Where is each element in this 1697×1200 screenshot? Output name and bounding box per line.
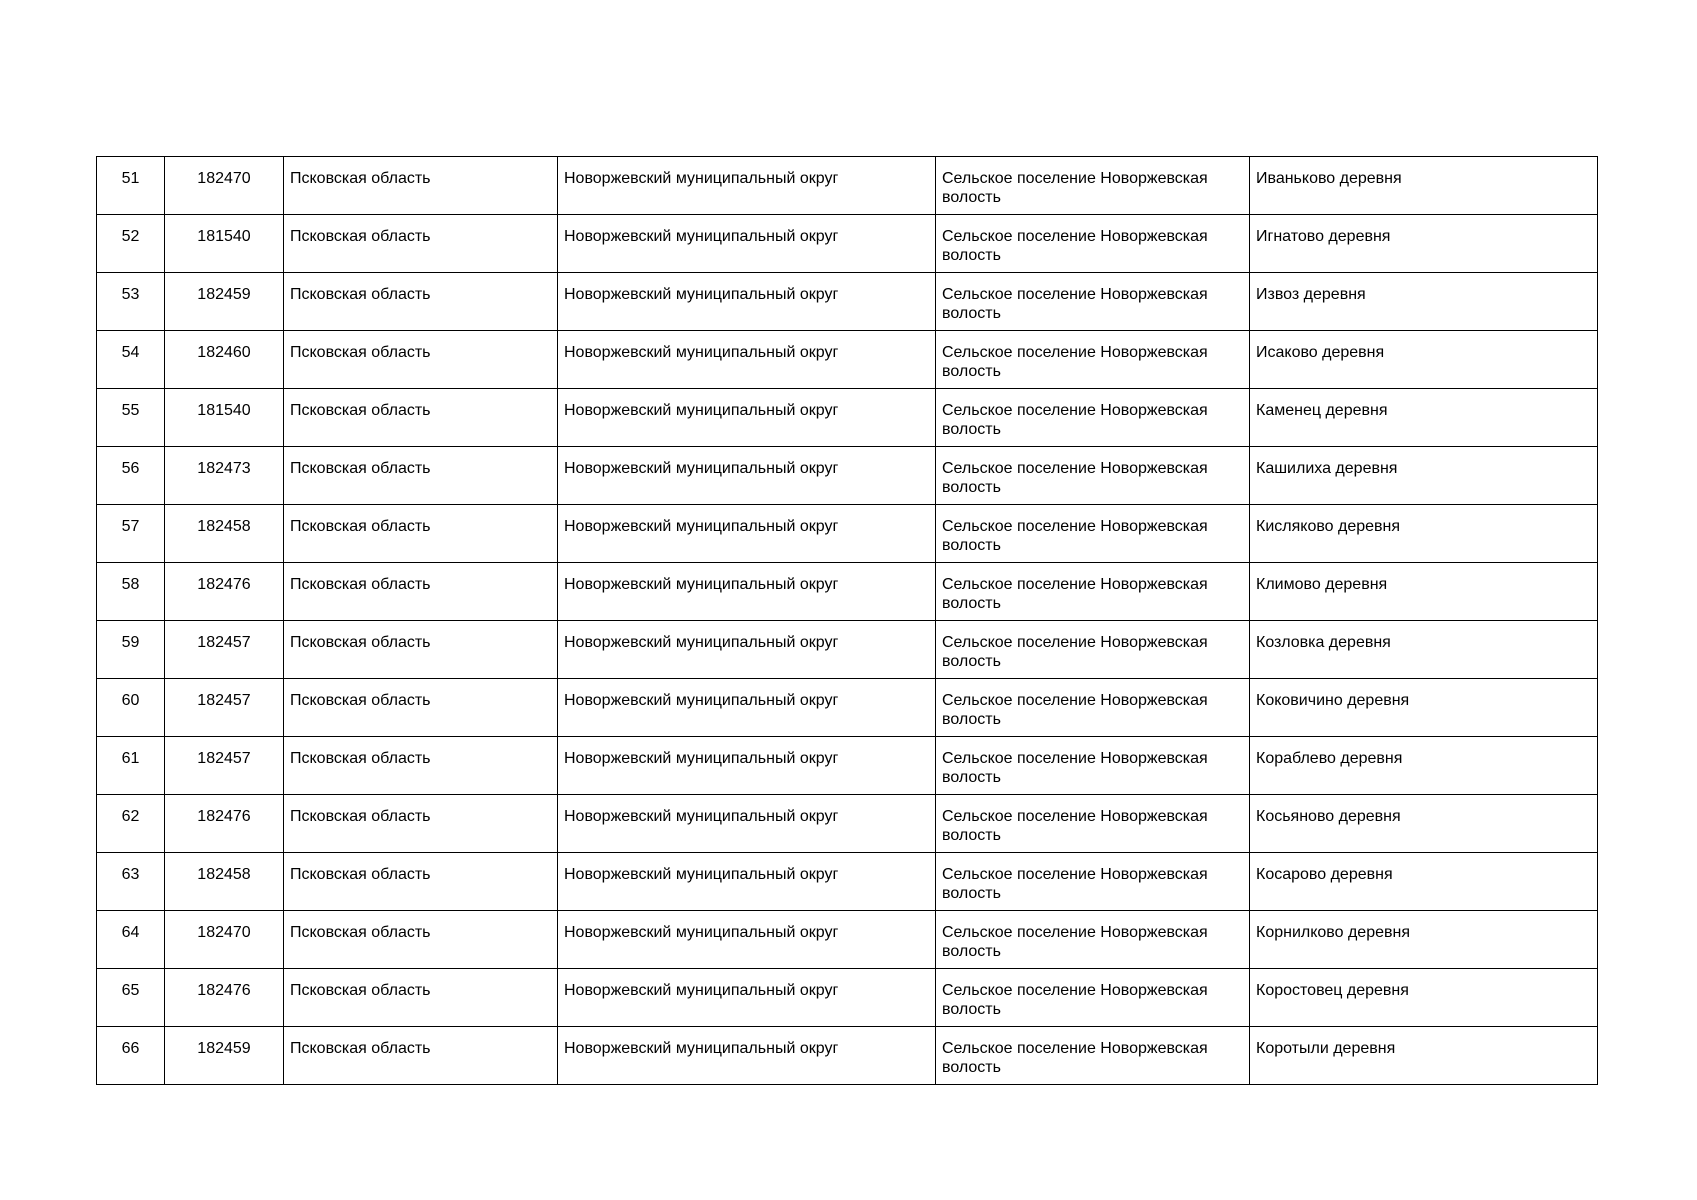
row-number: 66 (97, 1027, 165, 1085)
table-row (97, 621, 1598, 679)
row-number: 54 (97, 331, 165, 389)
postal-code: 182470 (165, 911, 284, 969)
region-cell: Псковская область (284, 911, 558, 969)
table-row (97, 737, 1598, 795)
row-number: 56 (97, 447, 165, 505)
settlement-cell: Сельское поселение Новоржевская волость (936, 679, 1250, 737)
table-row (97, 331, 1598, 389)
settlement-cell: Сельское поселение Новоржевская волость (936, 331, 1250, 389)
region-cell: Псковская область (284, 969, 558, 1027)
postal-code: 181540 (165, 389, 284, 447)
postal-code: 182470 (165, 157, 284, 215)
postal-code: 182476 (165, 563, 284, 621)
settlement-cell: Сельское поселение Новоржевская волость (936, 1027, 1250, 1085)
postal-code: 182476 (165, 969, 284, 1027)
postal-code: 182457 (165, 621, 284, 679)
row-number: 59 (97, 621, 165, 679)
locality-cell: Каменец деревня (1250, 389, 1598, 447)
region-cell: Псковская область (284, 331, 558, 389)
table-row (97, 679, 1598, 737)
row-number: 55 (97, 389, 165, 447)
district-cell: Новоржевский муниципальный округ (558, 215, 936, 273)
district-cell: Новоржевский муниципальный округ (558, 737, 936, 795)
postal-code: 181540 (165, 215, 284, 273)
row-number: 51 (97, 157, 165, 215)
district-cell: Новоржевский муниципальный округ (558, 563, 936, 621)
region-cell: Псковская область (284, 215, 558, 273)
settlement-cell: Сельское поселение Новоржевская волость (936, 911, 1250, 969)
row-number: 57 (97, 505, 165, 563)
region-cell: Псковская область (284, 447, 558, 505)
region-cell: Псковская область (284, 621, 558, 679)
settlement-cell: Сельское поселение Новоржевская волость (936, 505, 1250, 563)
district-cell: Новоржевский муниципальный округ (558, 447, 936, 505)
settlement-cell: Сельское поселение Новоржевская волость (936, 795, 1250, 853)
table-body (97, 157, 1598, 1085)
row-number: 63 (97, 853, 165, 911)
table-row (97, 795, 1598, 853)
postal-code: 182459 (165, 273, 284, 331)
postal-code: 182459 (165, 1027, 284, 1085)
region-cell: Псковская область (284, 273, 558, 331)
district-cell: Новоржевский муниципальный округ (558, 505, 936, 563)
district-cell: Новоржевский муниципальный округ (558, 331, 936, 389)
region-cell: Псковская область (284, 795, 558, 853)
district-cell: Новоржевский муниципальный округ (558, 853, 936, 911)
locality-cell: Иваньково деревня (1250, 157, 1598, 215)
region-cell: Псковская область (284, 563, 558, 621)
settlement-cell: Сельское поселение Новоржевская волость (936, 853, 1250, 911)
district-cell: Новоржевский муниципальный округ (558, 795, 936, 853)
locality-cell: Косьяново деревня (1250, 795, 1598, 853)
row-number: 62 (97, 795, 165, 853)
settlement-cell: Сельское поселение Новоржевская волость (936, 621, 1250, 679)
table-row (97, 389, 1598, 447)
row-number: 52 (97, 215, 165, 273)
table-row (97, 1027, 1598, 1085)
settlement-cell: Сельское поселение Новоржевская волость (936, 273, 1250, 331)
settlement-cell: Сельское поселение Новоржевская волость (936, 157, 1250, 215)
table-row (97, 505, 1598, 563)
row-number: 65 (97, 969, 165, 1027)
district-cell: Новоржевский муниципальный округ (558, 157, 936, 215)
district-cell: Новоржевский муниципальный округ (558, 621, 936, 679)
settlement-cell: Сельское поселение Новоржевская волость (936, 737, 1250, 795)
locality-cell: Исаково деревня (1250, 331, 1598, 389)
table-row (97, 157, 1598, 215)
locality-cell: Косарово деревня (1250, 853, 1598, 911)
locality-cell: Извоз деревня (1250, 273, 1598, 331)
table-row (97, 853, 1598, 911)
district-cell: Новоржевский муниципальный округ (558, 1027, 936, 1085)
row-number: 58 (97, 563, 165, 621)
region-cell: Псковская область (284, 157, 558, 215)
district-cell: Новоржевский муниципальный округ (558, 679, 936, 737)
region-cell: Псковская область (284, 389, 558, 447)
postal-code: 182458 (165, 853, 284, 911)
postal-code: 182457 (165, 679, 284, 737)
table-row (97, 563, 1598, 621)
settlement-cell: Сельское поселение Новоржевская волость (936, 969, 1250, 1027)
postal-code: 182473 (165, 447, 284, 505)
settlement-cell: Сельское поселение Новоржевская волость (936, 563, 1250, 621)
table-row (97, 911, 1598, 969)
table-row (97, 215, 1598, 273)
table-row (97, 273, 1598, 331)
region-cell: Псковская область (284, 1027, 558, 1085)
postal-code: 182460 (165, 331, 284, 389)
postal-code: 182476 (165, 795, 284, 853)
region-cell: Псковская область (284, 853, 558, 911)
locality-cell: Коковичино деревня (1250, 679, 1598, 737)
locality-cell: Коростовец деревня (1250, 969, 1598, 1027)
table-row (97, 969, 1598, 1027)
settlement-cell: Сельское поселение Новоржевская волость (936, 215, 1250, 273)
locality-cell: Кораблево деревня (1250, 737, 1598, 795)
district-cell: Новоржевский муниципальный округ (558, 273, 936, 331)
region-cell: Псковская область (284, 505, 558, 563)
settlements-table (96, 156, 1598, 1085)
row-number: 61 (97, 737, 165, 795)
row-number: 53 (97, 273, 165, 331)
table-row (97, 447, 1598, 505)
region-cell: Псковская область (284, 679, 558, 737)
region-cell: Псковская область (284, 737, 558, 795)
locality-cell: Климово деревня (1250, 563, 1598, 621)
district-cell: Новоржевский муниципальный округ (558, 969, 936, 1027)
district-cell: Новоржевский муниципальный округ (558, 389, 936, 447)
locality-cell: Козловка деревня (1250, 621, 1598, 679)
postal-code: 182458 (165, 505, 284, 563)
row-number: 60 (97, 679, 165, 737)
locality-cell: Коротыли деревня (1250, 1027, 1598, 1085)
locality-cell: Кисляково деревня (1250, 505, 1598, 563)
locality-cell: Кашилиха деревня (1250, 447, 1598, 505)
settlement-cell: Сельское поселение Новоржевская волость (936, 447, 1250, 505)
postal-code: 182457 (165, 737, 284, 795)
locality-cell: Игнатово деревня (1250, 215, 1598, 273)
row-number: 64 (97, 911, 165, 969)
settlement-cell: Сельское поселение Новоржевская волость (936, 389, 1250, 447)
locality-cell: Корнилково деревня (1250, 911, 1598, 969)
district-cell: Новоржевский муниципальный округ (558, 911, 936, 969)
